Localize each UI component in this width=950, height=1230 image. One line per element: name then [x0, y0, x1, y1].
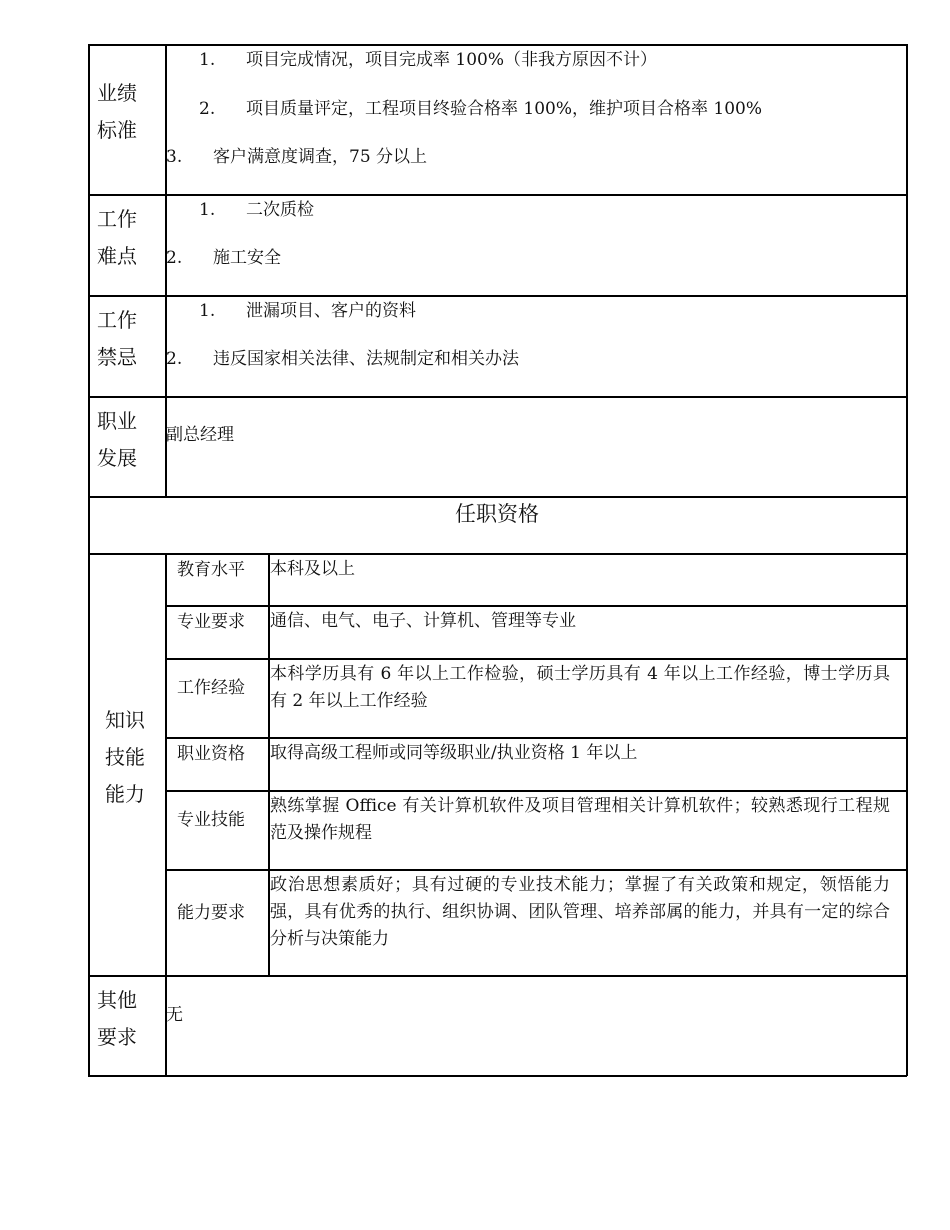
career-value: 副总经理 — [166, 425, 234, 445]
list-item: 违反国家相关法律、法规制定和相关办法 — [213, 349, 519, 369]
list-item-number: 1. — [199, 301, 216, 321]
list-item: 施工安全 — [213, 248, 281, 268]
difficulties-label: 工作难点 — [97, 207, 137, 268]
qualification-row-value: 通信、电气、电子、计算机、管理等专业 — [270, 611, 576, 631]
list-item-number: 2. — [166, 248, 183, 268]
list-item: 客户满意度调查，75 分以上 — [213, 147, 428, 167]
list-item-number: 1. — [199, 200, 216, 220]
qualification-row-value: 政治思想素质好；具有过硬的专业技术能力；掌握了有关政策和规定，领悟能力强，具有优秀的执行、组织协调、团队管理、培养部属的能力，并具有一定的综合分析与决策能力 — [270, 875, 890, 949]
row-divider — [88, 396, 907, 398]
qualifications-title: 任职资格 — [455, 502, 539, 526]
row-divider — [166, 790, 907, 792]
col-divider — [88, 44, 90, 1076]
other-label: 其他要求 — [97, 988, 137, 1049]
qualification-row-value: 本科学历具有 6 年以上工作检验，硕士学历具有 4 年以上工作经验，博士学历具有 2 年以上工作经验 — [270, 664, 890, 711]
list-item-number: 1. — [199, 50, 216, 70]
list-item-number: 2. — [166, 349, 183, 369]
row-divider — [88, 975, 907, 977]
list-item-number: 3. — [166, 147, 183, 167]
list-item: 项目完成情况，项目完成率 100%（非我方原因不计） — [246, 50, 658, 70]
row-divider — [166, 869, 907, 871]
qualification-row-value: 本科及以上 — [270, 559, 355, 579]
list-item-number: 2. — [199, 99, 216, 119]
list-item: 项目质量评定，工程项目终验合格率 100%，维护项目合格率 100% — [246, 99, 763, 119]
row-divider — [88, 295, 907, 297]
list-item: 泄漏项目、客户的资料 — [246, 301, 416, 321]
row-divider — [88, 496, 907, 498]
row-divider — [88, 1075, 907, 1077]
other-value: 无 — [166, 1005, 183, 1025]
row-divider — [88, 553, 907, 555]
qualification-row-value: 取得高级工程师或同等级职业/执业资格 1 年以上 — [270, 743, 638, 763]
knowledge-skills-label: 知识技能能力 — [105, 708, 145, 806]
qualification-row-label: 工作经验 — [177, 678, 245, 698]
qualification-row-label: 专业要求 — [177, 612, 245, 632]
col-divider — [165, 553, 167, 1076]
list-item: 二次质检 — [246, 200, 314, 220]
taboos-label: 工作禁忌 — [97, 308, 137, 369]
qualification-row-label: 教育水平 — [177, 560, 245, 580]
qualification-row-label: 职业资格 — [177, 744, 245, 764]
col-divider — [906, 44, 908, 1076]
qualification-row-label: 能力要求 — [177, 903, 245, 923]
career-label: 职业发展 — [97, 409, 137, 470]
row-divider — [88, 44, 907, 46]
row-divider — [166, 605, 907, 607]
qualification-row-value: 熟练掌握 Office 有关计算机软件及项目管理相关计算机软件；较熟悉现行工程规范及操作规程 — [270, 796, 890, 843]
performance-label: 业绩标准 — [97, 81, 137, 142]
row-divider — [88, 194, 907, 196]
row-divider — [166, 737, 907, 739]
qualification-row-label: 专业技能 — [177, 810, 245, 830]
row-divider — [166, 658, 907, 660]
